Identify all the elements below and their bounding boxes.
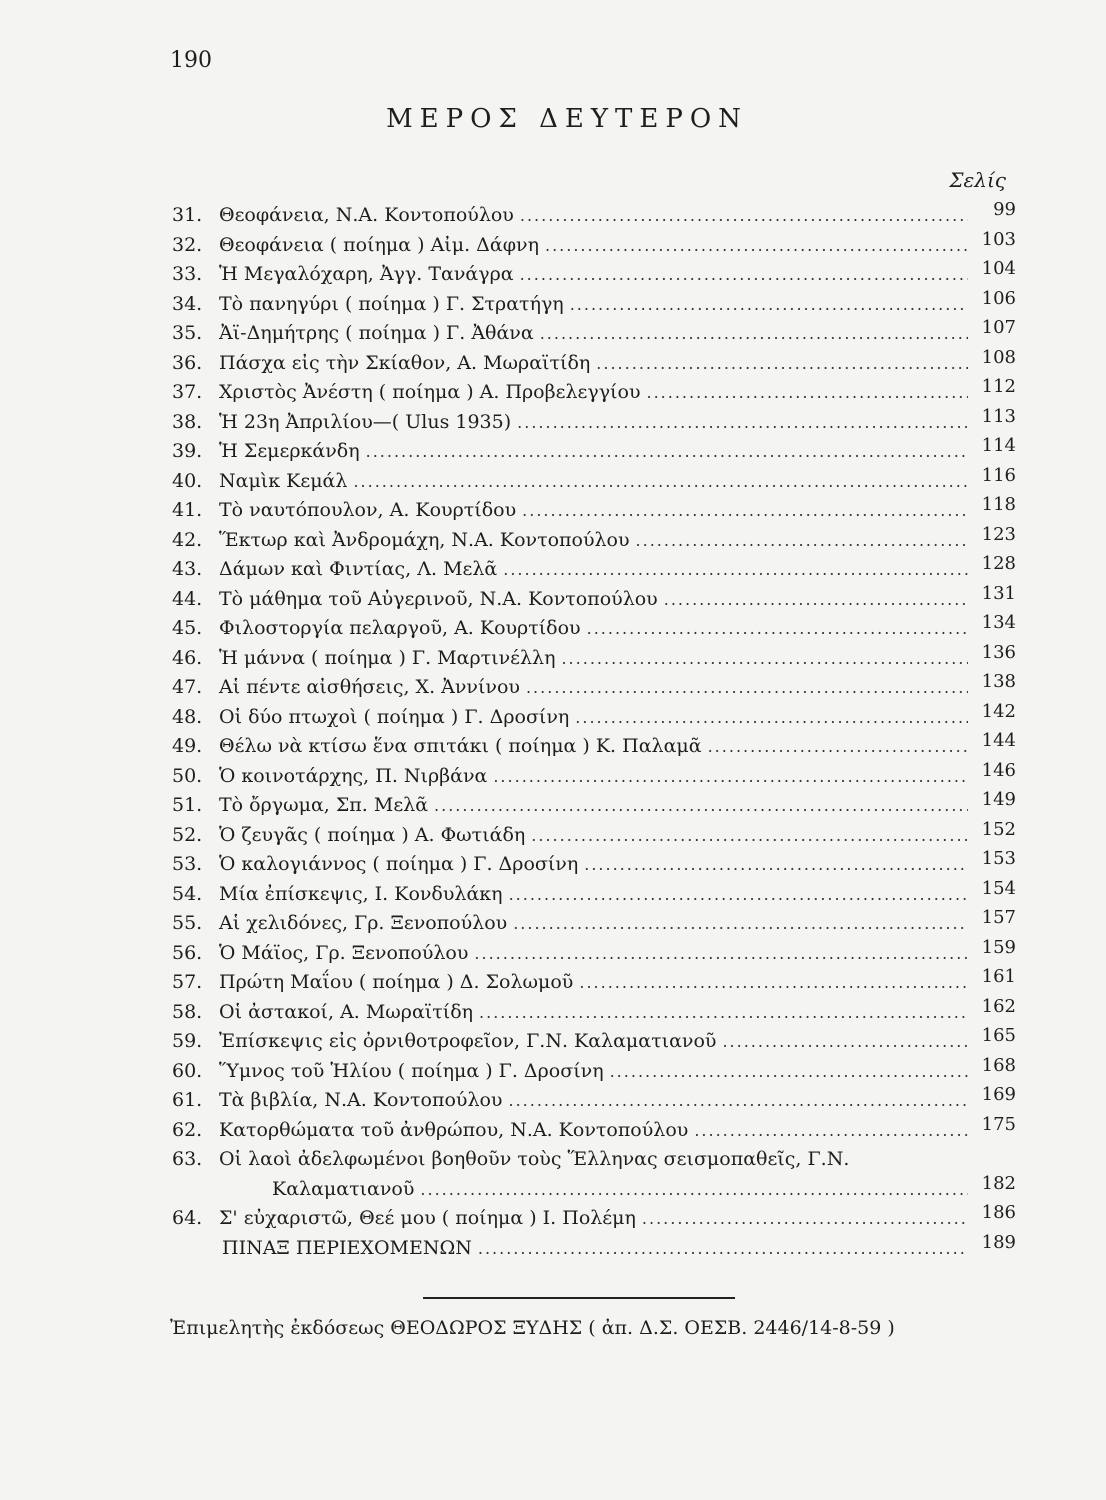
entry-number: 62.	[172, 1118, 203, 1141]
dot-leader	[513, 909, 968, 939]
entry-title: Ὕμνος τοῦ Ἡλίου ( ποίημα ) Γ. Δροσίνη	[219, 1059, 604, 1082]
entry-page: 108	[981, 346, 1016, 368]
entry-title: Οἱ λαοὶ ἀδελφωμένοι βοηθοῦν τοὺς Ἕλληνας σεισμοπαθεῖς, Γ.Ν.	[219, 1148, 850, 1170]
entry-title: Ἡ μάννα ( ποίημα ) Γ. Μαρτινέλλη	[219, 646, 556, 669]
entry-page: 113	[981, 405, 1016, 427]
entry-number: 53.	[172, 853, 203, 875]
entry-page: 114	[981, 435, 1016, 456]
page-column-header: Σελίς	[949, 168, 1006, 192]
toc-entry	[172, 582, 1016, 615]
entry-title: Ὁ ζευγᾶς ( ποίημα ) Α. Φωτιάδη	[219, 823, 526, 846]
dot-leader	[479, 998, 968, 1028]
dot-leader	[545, 231, 968, 261]
toc-entry	[172, 287, 1016, 320]
entry-title: Ὁ Μάϊος, Γρ. Ξενοπούλου	[219, 941, 469, 964]
dot-leader	[503, 555, 968, 585]
entry-page: 136	[981, 641, 1016, 663]
toc-entry	[172, 555, 1016, 585]
dot-leader	[642, 1204, 968, 1234]
entry-number: 57.	[172, 971, 203, 993]
entry-number: 51.	[172, 794, 203, 816]
toc-entry	[172, 437, 1016, 467]
entry-number: 54.	[172, 882, 203, 905]
entry-page: 175	[981, 1113, 1016, 1135]
dot-leader	[708, 732, 968, 762]
entry-number: 49.	[172, 735, 203, 757]
entry-page: 159	[981, 936, 1016, 958]
entry-number: 43.	[172, 558, 203, 580]
entry-page: 152	[981, 818, 1016, 840]
toc-entry	[172, 700, 1016, 733]
entry-page: 123	[981, 523, 1016, 545]
entry-page: 154	[981, 877, 1016, 899]
entry-page: 142	[981, 700, 1016, 722]
toc-entry	[172, 995, 1016, 1028]
entry-number: 63.	[172, 1148, 203, 1170]
entry-number: 56.	[172, 941, 203, 964]
toc-entry	[172, 464, 1016, 497]
entry-number: 61.	[172, 1089, 203, 1111]
toc-entry	[172, 614, 1016, 644]
dot-leader	[584, 850, 968, 880]
dot-leader	[722, 1027, 968, 1057]
entry-number: 58.	[172, 1000, 203, 1023]
toc-entry	[172, 1086, 1016, 1116]
toc-entry	[172, 877, 1016, 910]
entry-title: Θεοφάνεια, Ν.Α. Κοντοπούλου	[219, 204, 514, 226]
entry-title: Ἡ Σεμερκάνδη	[219, 440, 360, 462]
entry-number: 52.	[172, 823, 203, 846]
entry-number: 64.	[172, 1207, 203, 1229]
dot-leader	[575, 703, 968, 733]
entry-title: Φιλοστοργία πελαργοῦ, Α. Κουρτίδου	[219, 617, 581, 639]
entry-number: 45.	[172, 617, 203, 639]
entry-title: Τὸ μάθημα τοῦ Αὐγερινοῦ, Ν.Α. Κοντοπούλου	[219, 587, 658, 610]
entry-page: 104	[981, 258, 1016, 279]
dot-leader	[478, 1234, 968, 1264]
dot-leader	[353, 467, 968, 497]
toc-entry	[172, 523, 1016, 556]
dot-leader	[587, 614, 968, 644]
toc-entries	[172, 201, 1016, 1145]
entry-number: 31.	[172, 204, 203, 226]
entry-number: 35.	[172, 322, 203, 344]
dot-leader	[434, 791, 968, 821]
section-title: ΜΕΡΟΣ ΔΕΥΤΕΡΟΝ	[386, 104, 748, 134]
entry-title: Δάμων καὶ Φιντίας, Λ. Μελᾶ	[219, 558, 498, 580]
entry-page: 186	[981, 1202, 1016, 1223]
dot-leader	[522, 496, 968, 526]
toc-entry	[172, 909, 1016, 939]
toc-entry	[172, 1027, 1016, 1057]
entry-title: Ὁ κοινοτάρχης, Π. Νιρβάνα	[219, 764, 488, 787]
entry-title: Κατορθώματα τοῦ ἀνθρώπου, Ν.Α. Κοντοπούλου	[219, 1118, 689, 1141]
dot-leader	[596, 349, 968, 379]
entry-page: 165	[981, 1025, 1016, 1046]
dot-leader	[531, 821, 968, 851]
dot-leader	[694, 1116, 968, 1146]
entry-page: 157	[981, 907, 1016, 928]
entry-title: Ἡ 23η Ἀπριλίου—( Ulus 1935)	[219, 410, 512, 433]
contents-index-title: ΠΙΝΑΞ ΠΕΡΙΕΧΟΜΕΝΩΝ	[222, 1236, 472, 1259]
toc-entry-64	[172, 1204, 1016, 1234]
entry-number: 32.	[172, 233, 203, 256]
footer-divider	[423, 1297, 735, 1299]
entry-number: 42.	[172, 528, 203, 551]
entry-title: Αἱ πέντε αἰσθήσεις, Χ. Ἀννίνου	[219, 676, 520, 698]
toc-entry	[172, 936, 1016, 969]
toc-entry	[172, 405, 1016, 438]
toc-entry	[172, 673, 1016, 703]
table-of-contents	[172, 201, 1016, 1263]
entry-page: 146	[981, 759, 1016, 781]
entry-page: 103	[981, 228, 1016, 250]
publisher-note: Ἐπιμελητὴς ἐκδόσεως ΘΕΟΔΩΡΟΣ ΞΥΔΗΣ ( ἀπ. Δ.Σ. ΟΕΣΒ. 2446/14-8-59 )	[170, 1317, 895, 1339]
entry-page: 128	[981, 553, 1016, 574]
toc-entry	[172, 260, 1016, 290]
entry-number: 39.	[172, 440, 203, 462]
dot-leader	[366, 437, 968, 467]
dot-leader	[493, 762, 968, 792]
entry-page: 149	[981, 789, 1016, 810]
entry-page: 112	[981, 376, 1016, 397]
entry-number: 46.	[172, 646, 203, 669]
dot-leader	[517, 408, 968, 438]
toc-entry	[172, 378, 1016, 408]
dot-leader	[526, 673, 968, 703]
dot-leader	[570, 290, 968, 320]
dot-leader	[420, 1175, 968, 1205]
dot-leader	[610, 1057, 968, 1087]
entry-title: Ἐπίσκεψις εἰς ὀρνιθοτροφεῖον, Γ.Ν. Καλαματιανοῦ	[219, 1030, 717, 1052]
toc-entry	[172, 496, 1016, 526]
dot-leader	[647, 378, 969, 408]
dot-leader	[579, 968, 968, 998]
contents-index-page: 189	[981, 1231, 1016, 1253]
entry-number: 36.	[172, 351, 203, 374]
page-number: 190	[170, 48, 212, 73]
toc-entry	[172, 228, 1016, 261]
entry-title: Τὸ ὄργωμα, Σπ. Μελᾶ	[219, 794, 429, 816]
entry-number: 38.	[172, 410, 203, 433]
dot-leader	[664, 585, 968, 615]
entry-number: 60.	[172, 1059, 203, 1082]
entry-title: Τὸ πανηγύρι ( ποίημα ) Γ. Στρατήγη	[219, 292, 564, 315]
entry-page: 107	[981, 317, 1016, 338]
dot-leader	[509, 880, 968, 910]
entry-number: 55.	[172, 912, 203, 934]
entry-title: Χριστὸς Ἀνέστη ( ποίημα ) Α. Προβελεγγίου	[219, 381, 641, 403]
entry-number: 40.	[172, 469, 203, 492]
entry-title: Οἱ δύο πτωχοὶ ( ποίημα ) Γ. Δροσίνη	[219, 705, 570, 728]
dot-leader	[520, 201, 968, 231]
entry-number: 44.	[172, 587, 203, 610]
toc-entry	[172, 759, 1016, 792]
dot-leader	[474, 939, 968, 969]
dot-leader	[540, 319, 968, 349]
entry-page: 116	[981, 464, 1016, 486]
entry-title: Τὰ βιβλία, Ν.Α. Κοντοπούλου	[219, 1089, 503, 1111]
entry-page: 118	[981, 494, 1016, 515]
entry-page: 153	[981, 848, 1016, 869]
toc-entry	[172, 1113, 1016, 1146]
toc-entry	[172, 791, 1016, 821]
toc-entry	[172, 732, 1016, 762]
entry-number: 33.	[172, 263, 203, 285]
toc-entry-63	[172, 1145, 1016, 1204]
toc-entry	[172, 319, 1016, 349]
toc-entry	[172, 968, 1016, 998]
entry-title: Τὸ ναυτόπουλον, Α. Κουρτίδου	[219, 499, 517, 521]
entry-title: Ἕκτωρ καὶ Ἀνδρομάχη, Ν.Α. Κοντοπούλου	[219, 528, 630, 551]
entry-number: 50.	[172, 764, 203, 787]
entry-title: Ναμὶκ Κεμάλ	[219, 469, 348, 492]
dot-leader	[520, 260, 968, 290]
entry-page: 162	[981, 995, 1016, 1017]
contents-index-entry	[172, 1231, 1016, 1264]
entry-title: Ἡ Μεγαλόχαρη, Ἀγγ. Τανάγρα	[219, 263, 514, 285]
entry-page: 161	[981, 966, 1016, 987]
entry-title: Ἀϊ-Δημήτρης ( ποίημα ) Γ. Ἀθάνα	[219, 322, 534, 344]
entry-title: Μία ἐπίσκεψις, Ι. Κονδυλάκη	[219, 882, 503, 905]
toc-entry	[172, 850, 1016, 880]
toc-entry	[172, 1054, 1016, 1087]
entry-page: 168	[981, 1054, 1016, 1076]
entry-page: 169	[981, 1084, 1016, 1105]
entry-title: Αἱ χελιδόνες, Γρ. Ξενοπούλου	[219, 912, 508, 934]
entry-title: Πρώτη Μαΐου ( ποίημα ) Δ. Σολωμοῦ	[219, 971, 574, 993]
entry-title: Οἱ ἀστακοί, Α. Μωραϊτίδη	[219, 1000, 474, 1023]
toc-entry	[172, 201, 1016, 231]
dot-leader	[508, 1086, 968, 1116]
toc-entry	[172, 641, 1016, 674]
entry-title-continuation: Καλαματιανοῦ	[272, 1177, 415, 1200]
entry-page: 144	[981, 730, 1016, 751]
entry-title: Θεοφάνεια ( ποίημα ) Αἰμ. Δάφνη	[219, 233, 539, 256]
entry-number: 41.	[172, 499, 203, 521]
entry-number: 59.	[172, 1030, 203, 1052]
entry-page: 182	[981, 1172, 1016, 1194]
entry-page: 134	[981, 612, 1016, 633]
toc-entry	[172, 346, 1016, 379]
entry-number: 48.	[172, 705, 203, 728]
entry-number: 34.	[172, 292, 203, 315]
entry-number: 37.	[172, 381, 203, 403]
entry-title: Ὁ καλογιάννος ( ποίημα ) Γ. Δροσίνη	[219, 853, 579, 875]
dot-leader	[561, 644, 968, 674]
entry-page: 106	[981, 287, 1016, 309]
toc-entry	[172, 818, 1016, 851]
entry-page: 131	[981, 582, 1016, 604]
entry-title: Θέλω νὰ κτίσω ἕνα σπιτάκι ( ποίημα ) Κ. Παλαμᾶ	[219, 735, 702, 757]
entry-title: Πάσχα εἰς τὴν Σκίαθον, Α. Μωραϊτίδη	[219, 351, 591, 374]
entry-title: Σ' εὐχαριστῶ, Θεέ μου ( ποίημα ) Ι. Πολέμη	[219, 1207, 636, 1229]
dot-leader	[636, 526, 968, 556]
entry-number: 47.	[172, 676, 203, 698]
entry-page: 138	[981, 671, 1016, 692]
entry-page: 99	[993, 199, 1016, 220]
